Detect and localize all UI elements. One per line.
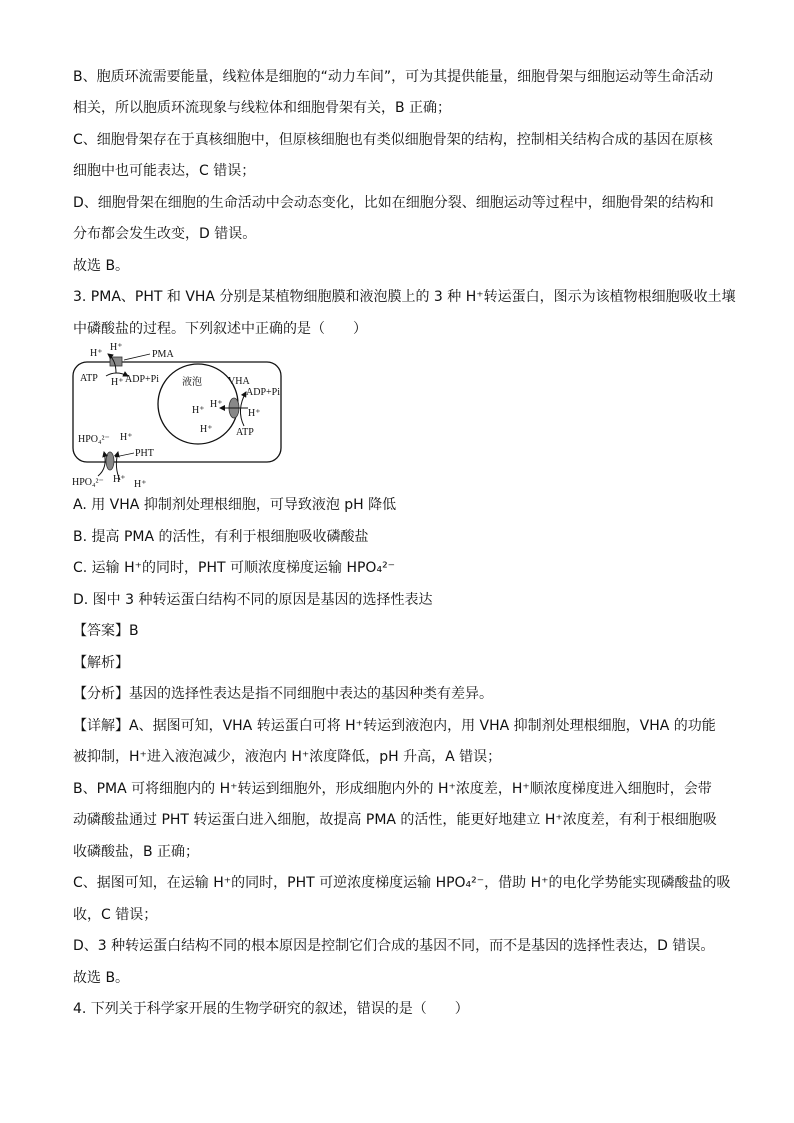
h-plus-label: H⁺ bbox=[134, 479, 147, 490]
text-line-2: 相关，所以胞质环流现象与线粒体和细胞骨架有关，B 正确； bbox=[73, 100, 452, 116]
h-plus-label: H⁺ bbox=[111, 377, 124, 388]
explanation-line-6: C、据图可知，在运输 H⁺的同时，PHT 可逆浓度梯度运输 HPO₄²⁻，借助 H⁺的电化学势能实现磷酸盐的吸 bbox=[73, 875, 731, 891]
h-plus-label: H⁺ bbox=[248, 408, 261, 419]
pht-label: PHT bbox=[135, 448, 154, 459]
option-c: C. 运输 H⁺的同时，PHT 可顺浓度梯度运输 HPO₄²⁻ bbox=[73, 560, 396, 576]
answer-heading: 【答案】B bbox=[73, 623, 139, 639]
text-line-1: B、胞质环流需要能量，线粒体是细胞的“动力车间”，可为其提供能量，细胞骨架与细胞运动等生命活动 bbox=[73, 69, 714, 85]
conclusion-line: 故选 B。 bbox=[73, 970, 130, 986]
vacuole-membrane bbox=[158, 364, 238, 444]
root-cell-transport-diagram bbox=[68, 340, 290, 490]
pht-transporter bbox=[106, 452, 114, 470]
h-plus-label: H⁺ bbox=[90, 348, 103, 359]
text-line-6: 分布都会发生改变，D 错误。 bbox=[73, 226, 257, 242]
explanation-line-7: 收，C 错误； bbox=[73, 907, 158, 923]
h-plus-label: H⁺ bbox=[110, 342, 123, 353]
h-plus-label: H⁺ bbox=[210, 399, 223, 410]
pma-pointer bbox=[124, 354, 150, 360]
text-line-5: D、细胞骨架在细胞的生命活动中会动态变化，比如在细胞分裂、细胞运动等过程中，细胞骨架的结构和 bbox=[73, 195, 714, 211]
h-plus-label: H⁺ bbox=[120, 432, 133, 443]
option-a: A. 用 VHA 抑制剂处理根细胞，可导致液泡 pH 降低 bbox=[73, 497, 397, 513]
vha-label: VHA bbox=[228, 376, 250, 387]
explanation-line-8: D、3 种转运蛋白结构不同的根本原因是控制它们合成的基因不同，而不是基因的选择性表达，D 错误。 bbox=[73, 938, 715, 954]
analysis-summary: 【分析】基因的选择性表达是指不同细胞中表达的基因种类有差异。 bbox=[73, 686, 493, 702]
h-plus-label: H⁺ bbox=[113, 474, 126, 485]
explanation-line-3: B、PMA 可将细胞内的 H⁺转运到细胞外，形成细胞内外的 H⁺浓度差，H⁺顺浓度梯度进入细胞时，会带 bbox=[73, 781, 712, 797]
question-4-stem: 4. 下列关于科学家开展的生物学研究的叙述，错误的是（ ） bbox=[73, 1001, 469, 1017]
vacuole-label: 液泡 bbox=[182, 377, 202, 388]
atp-label: ATP bbox=[236, 427, 254, 438]
text-line-3: C、细胞骨架存在于真核细胞中，但原核细胞也有类似细胞骨架的结构，控制相关结构合成的基因在原核 bbox=[73, 132, 713, 148]
text-line-4: 细胞中也可能表达，C 错误； bbox=[73, 163, 256, 179]
explanation-line-2: 被抑制，H⁺进入液泡减少，液泡内 H⁺浓度降低，pH 升高，A 错误； bbox=[73, 749, 502, 765]
h-plus-label: H⁺ bbox=[200, 424, 213, 435]
explanation-line-1: 【详解】A、据图可知，VHA 转运蛋白可将 H⁺转运到液泡内，用 VHA 抑制剂处理根细胞，VHA 的功能 bbox=[73, 718, 716, 734]
adp-pi-label: ADP+Pi bbox=[246, 387, 280, 398]
pht-hpo4-arrow bbox=[98, 452, 105, 476]
explanation-line-5: 收磷酸盐，B 正确； bbox=[73, 844, 200, 860]
question-3-stem-line-1: 3. PMA、PHT 和 VHA 分别是某植物细胞膜和液泡膜上的 3 种 H⁺转运蛋白，图示为该植物根细胞吸收土壤 bbox=[73, 289, 736, 305]
text-line-7: 故选 B。 bbox=[73, 258, 130, 274]
hpo4-label: HPO₄²⁻ bbox=[78, 434, 110, 445]
pma-label: PMA bbox=[152, 349, 174, 360]
analysis-heading: 【解析】 bbox=[73, 655, 129, 671]
option-d: D. 图中 3 种转运蛋白结构不同的原因是基因的选择性表达 bbox=[73, 592, 433, 608]
h-plus-label: H⁺ bbox=[192, 405, 205, 416]
option-b: B. 提高 PMA 的活性，有利于根细胞吸收磷酸盐 bbox=[73, 529, 369, 545]
atp-label: ATP bbox=[80, 373, 98, 384]
adp-pi-label: ADP+Pi bbox=[125, 374, 159, 385]
question-3-stem-line-2: 中磷酸盐的过程。下列叙述中正确的是（ ） bbox=[73, 321, 367, 337]
explanation-line-4: 动磷酸盐通过 PHT 转运蛋白进入细胞，故提高 PMA 的活性，能更好地建立 H⁺浓度差，有利于根细胞吸 bbox=[73, 812, 717, 828]
hpo4-label: HPO₄²⁻ bbox=[72, 477, 104, 488]
